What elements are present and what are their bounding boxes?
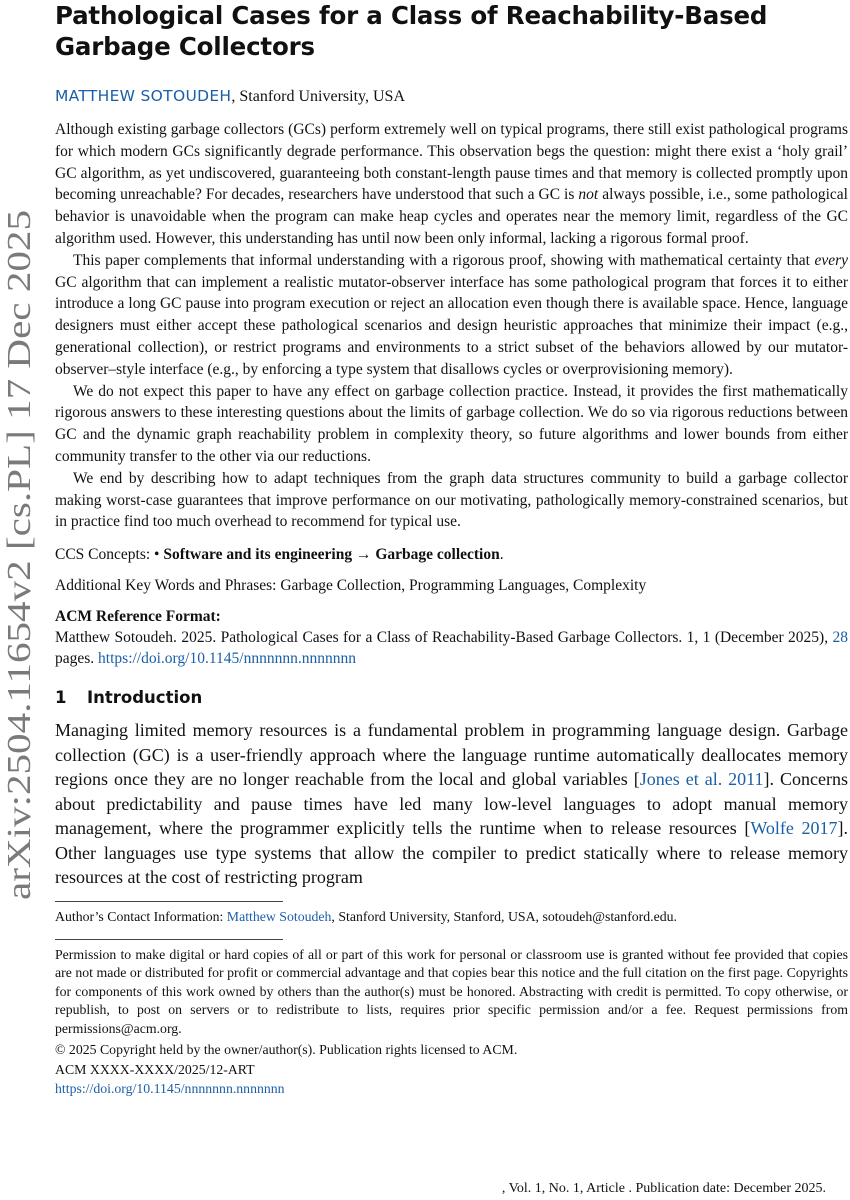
- intro-text: Managing limited memory resources is a fundamental problem in programming language design. Garbage collection (GC) is a user-friendly approach where the language runtime automatically deallocates memory regions once they are no longer reachable from the local and global variables [: [55, 720, 848, 790]
- ccs-bullet: •: [154, 546, 164, 564]
- doi-link[interactable]: https://doi.org/10.1145/nnnnnnn.nnnnnnn: [98, 650, 356, 668]
- author-affiliation: , Stanford University, USA: [231, 88, 405, 105]
- citation-link[interactable]: Wolfe 2017: [750, 818, 838, 839]
- abstract-paragraph: [55, 119, 848, 250]
- footer-doi-link[interactable]: https://doi.org/10.1145/nnnnnnn.nnnnnnn: [55, 1080, 285, 1096]
- arxiv-stamp-text: arXiv:2504.11654v2 [cs.PL] 17 Dec 2025: [1, 329, 38, 900]
- intro-paragraph: [55, 718, 848, 890]
- abstract: [55, 119, 848, 533]
- abstract-paragraph: We do not expect this paper to have any effect on garbage collection practice. Instead, it provides the first mathematically rigorous answers to these interesting questions about the limits of garbage collection. We do so via rigorous reductions between GC and the dynamic graph reachability problem in complexity theory, so future algorithms and lower bounds from either community transfer to the other via our reductions.: [55, 382, 848, 465]
- abstract-emphasis: every: [814, 251, 848, 269]
- reference-text: Matthew Sotoudeh. 2025. Pathological Cases for a Class of Reachability-Based Garbage Collectors. 1, 1 (December 2025),: [55, 629, 833, 647]
- author-line: [55, 86, 848, 107]
- paper-title: Pathological Cases for a Class of Reachability-Based Garbage Collectors: [55, 1, 768, 61]
- arxiv-stamp-svg: [0, 205, 40, 900]
- reference-format: [55, 627, 848, 669]
- page-footer: , Vol. 1, No. 1, Article . Publication date: December 2025.: [501, 1181, 826, 1196]
- citation-link[interactable]: Jones et al. 2011: [639, 769, 764, 790]
- permission-notice: Permission to make digital or hard copies of all or part of this work for personal or classroom use is granted without fee provided that copies are not made or distributed for profit or commercial advantage and that copies bear this notice and the full citation on the first page. Copyrights for components of this work owned by others than the author(s) must be honored. Abstracting with credit is permitted. To copy otherwise, or republish, to post on servers or to redistribute to lists, requires prior specific permission and/or a fee. Request permissions from permissions@acm.org.: [55, 946, 848, 1037]
- abstract-text: Although existing garbage collectors (GCs) perform extremely well on typical programs, there still exist pathological programs for which modern GCs significantly degrade performance. This observation begs the question: might there exist a ‘holy grail’ GC algorithm, as yet undiscovered, guaranteeing both constant-length pause times and that memory is collected promptly upon becoming unreachable? For decades, researchers have understood that such a GC is: [55, 121, 848, 204]
- intro-text: ]. Concerns about predictability and pause times have led many low-level languages to adopt manual memory management, where the programmer explicitly tells the runtime when to release resources [: [55, 769, 849, 839]
- author-contact: [55, 908, 848, 926]
- ccs-label: CCS Concepts:: [55, 546, 155, 564]
- pages-link[interactable]: 28: [832, 629, 848, 647]
- reference-text: pages.: [55, 650, 99, 668]
- abstract-emphasis: not: [578, 186, 599, 204]
- keywords: Additional Key Words and Phrases: Garbage Collection, Programming Languages, Complexity: [55, 577, 647, 595]
- ccs-concept: Software and its engineering → Garbage collection: [163, 546, 500, 564]
- abstract-paragraph: [55, 250, 848, 381]
- ccs-concepts: [55, 544, 848, 565]
- contact-name-link[interactable]: Matthew Sotoudeh: [226, 908, 332, 924]
- copyright-line: © 2025 Copyright held by the owner/author(s). Publication rights licensed to ACM.: [55, 1041, 518, 1057]
- acm-id: ACM XXXX-XXXX/2025/12-ART: [55, 1062, 255, 1078]
- arxiv-stamp: [0, 205, 40, 900]
- section-title: Introduction: [87, 688, 203, 708]
- reference-heading: ACM Reference Format:: [55, 608, 221, 626]
- abstract-text: always possible, i.e., some pathological behavior is unavoidable when the program can make heap cycles and operates near the memory limit, regardless of the GC algorithm used. However, this understanding has until now been only informal, lacking a rigorous formal proof.: [55, 186, 848, 247]
- paper-page: [55, 0, 848, 1098]
- section-heading: [55, 687, 848, 709]
- abstract-text: GC algorithm that can implement a realistic mutator-observer interface has some pathological program that forces it to either introduce a long GC pause into program execution or reject an allocation even though there is available space. Hence, language designers must either accept these pathological scenarios and design heuristic approaches that minimize their impact (e.g., generational collection), or restrict programs and environments to a strict subset of the behaviors allowed by our mutator-observer–style interface (e.g., by enforcing a type system that disallows cycles or overprovisioning memory).: [55, 273, 848, 378]
- ccs-end: .: [499, 546, 504, 564]
- abstract-paragraph: We end by describing how to adapt techniques from the graph data structures community to build a garbage collector making worst-case guarantees that improve performance on our motivating, pathologically memory-constrained scenarios, but in practice find too much overhead to recommend for typical use.: [55, 469, 848, 531]
- author-name[interactable]: MATTHEW SOTOUDEH: [55, 87, 232, 105]
- contact-label: Author’s Contact Information:: [55, 908, 227, 924]
- abstract-text: This paper complements that informal understanding with a rigorous proof, showing with mathematical certainty that: [73, 251, 815, 269]
- footnote-rule: [55, 901, 283, 902]
- permission-rule: [55, 939, 283, 940]
- contact-details: , Stanford University, Stanford, USA, sotoudeh@stanford.edu.: [331, 908, 677, 924]
- intro-text: ]. Other languages use type systems that allow the compiler to predict statically where to release memory resources at the cost of restricting program: [55, 818, 848, 888]
- section-number: 1: [55, 688, 67, 708]
